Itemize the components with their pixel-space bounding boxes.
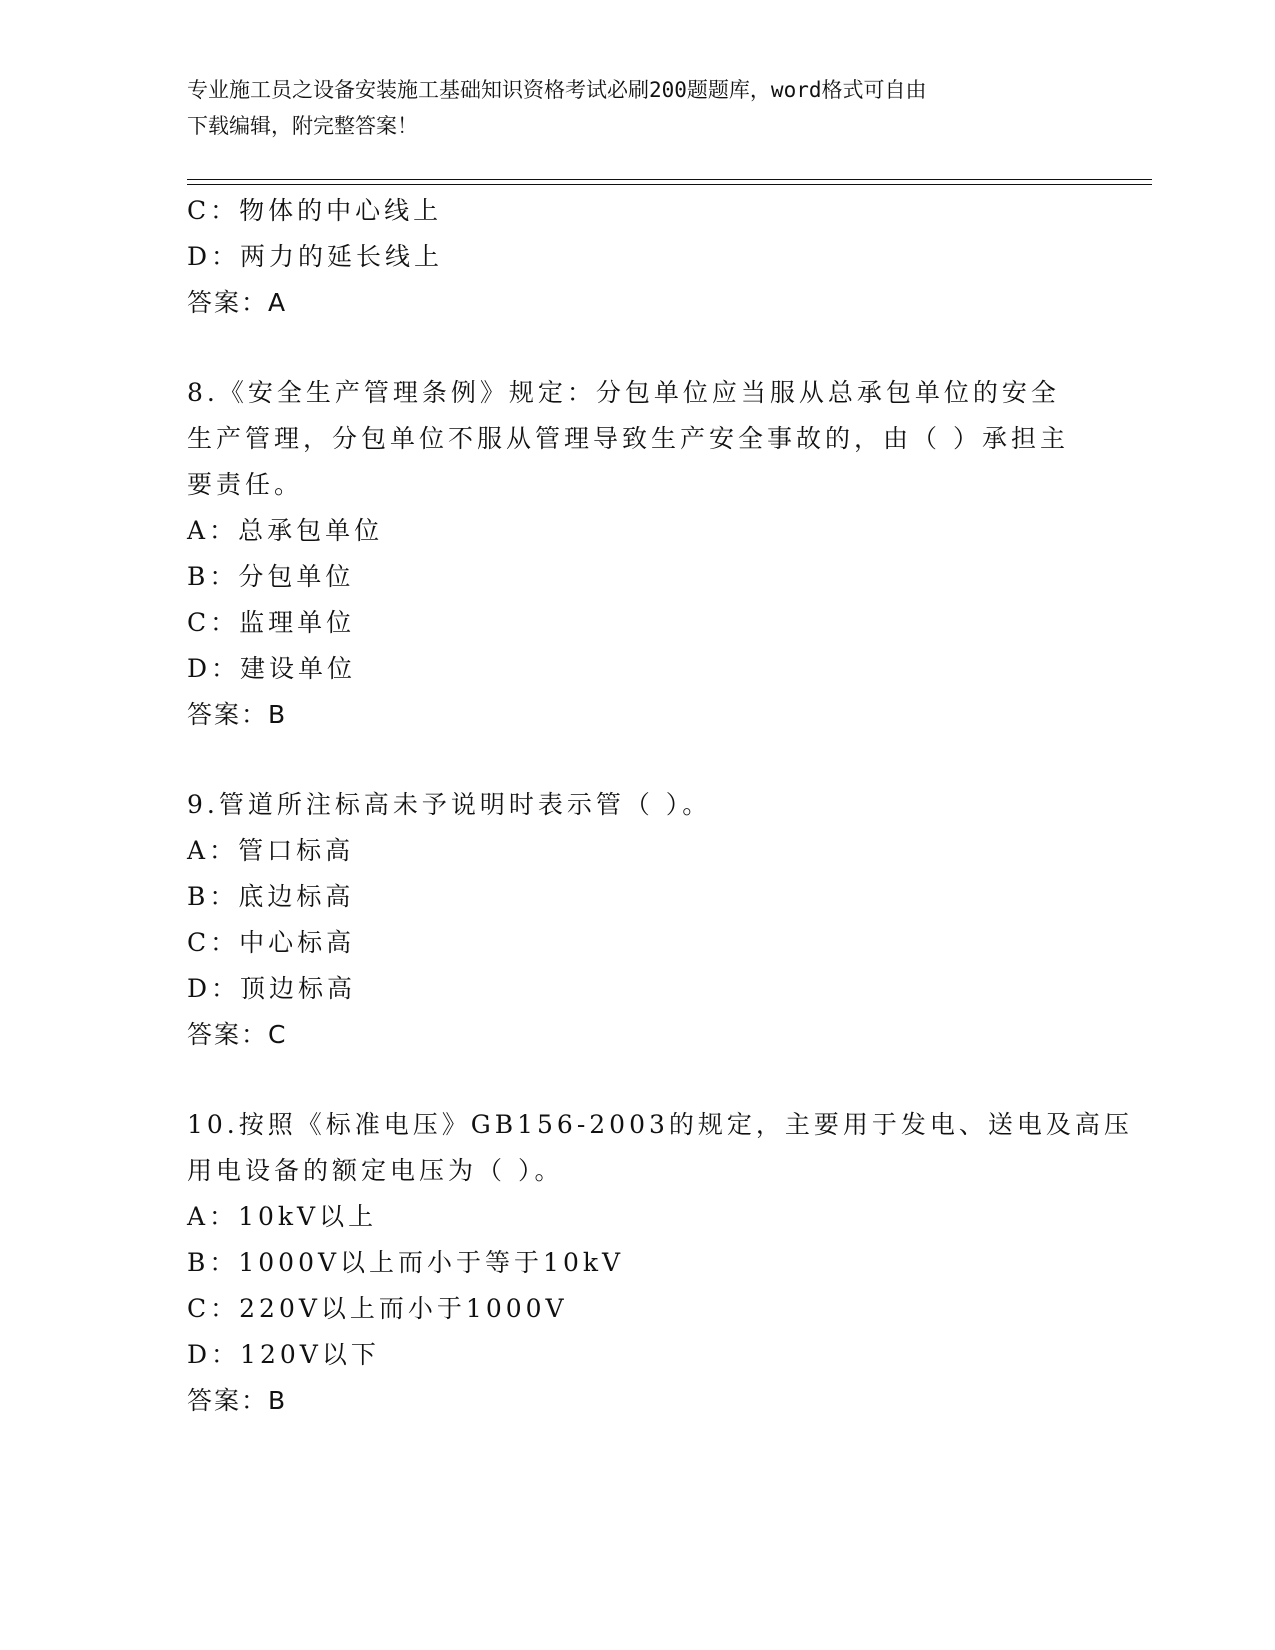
- option-letter: A：: [187, 1202, 239, 1231]
- option-letter: D：: [187, 654, 241, 683]
- option-letter: A：: [187, 836, 239, 865]
- option-text: 220V以上而小于1000V: [239, 1294, 568, 1323]
- question-stem: 要责任。: [187, 470, 304, 499]
- option-text: 监理单位: [239, 608, 356, 637]
- answer-line: 答案：B: [187, 700, 288, 729]
- option-d: [187, 646, 1087, 692]
- option-letter: D：: [187, 974, 241, 1003]
- option-text: 总承包单位: [238, 516, 384, 545]
- question-9: [187, 782, 1087, 1058]
- header-line-2: 下载编辑，附完整答案！: [187, 114, 418, 138]
- option-c: [187, 1286, 1087, 1332]
- answer-line: 答案：B: [187, 1386, 288, 1415]
- option-text: 10kV以上: [238, 1202, 378, 1231]
- option-text: 两力的延长线上: [240, 242, 444, 271]
- option-letter: B：: [187, 1248, 239, 1277]
- option-c: [187, 600, 1087, 646]
- header-divider-bottom: [187, 184, 1152, 185]
- option-text: 120V以下: [240, 1340, 380, 1369]
- option-letter: C：: [187, 196, 240, 225]
- option-text: 建设单位: [240, 654, 357, 683]
- prev-question-block: [187, 188, 1087, 326]
- question-stem: 9.管道所注标高未予说明时表示管（ ）。: [187, 790, 712, 819]
- option-letter: C：: [187, 1294, 240, 1323]
- option-letter: B：: [187, 882, 239, 911]
- option-b: [187, 874, 1087, 920]
- header-divider-top: [187, 179, 1152, 180]
- question-stem: 生产管理，分包单位不服从管理导致生产安全事故的，由（ ）承担主: [187, 424, 1069, 453]
- spacer: [187, 326, 1087, 370]
- question-10: [187, 1102, 1133, 1424]
- question-list: [187, 188, 1133, 1424]
- option-letter: B：: [187, 562, 239, 591]
- option-letter: C：: [187, 608, 240, 637]
- option-text: 底边标高: [238, 882, 355, 911]
- option-letter: A：: [187, 516, 239, 545]
- option-text: 管口标高: [238, 836, 355, 865]
- option-d: [187, 966, 1087, 1012]
- option-b: [187, 554, 1087, 600]
- document-header: [187, 72, 1087, 144]
- option-c: [187, 920, 1087, 966]
- option-letter: C：: [187, 928, 240, 957]
- question-8: [187, 370, 1087, 738]
- option-text: 分包单位: [238, 562, 355, 591]
- option-letter: D：: [187, 1340, 241, 1369]
- option-text: 物体的中心线上: [239, 196, 443, 225]
- option-letter: D：: [187, 242, 241, 271]
- option-a: [187, 508, 1087, 554]
- header-line-1: 专业施工员之设备安装施工基础知识资格考试必刷200题题库，word格式可自由: [187, 78, 927, 102]
- answer-line: 答案：A: [187, 288, 288, 317]
- option-d: [187, 1332, 1087, 1378]
- option-text: 中心标高: [239, 928, 356, 957]
- option-text: 顶边标高: [240, 974, 357, 1003]
- option-b: [187, 1240, 1087, 1286]
- option-d: [187, 234, 1087, 280]
- option-c: [187, 188, 1087, 234]
- option-a: [187, 828, 1087, 874]
- spacer: [187, 738, 1087, 782]
- question-stem: 10.按照《标准电压》GB156-2003的规定，主要用于发电、送电及高压: [187, 1110, 1133, 1139]
- spacer: [187, 1058, 1087, 1102]
- answer-line: 答案：C: [187, 1020, 288, 1049]
- option-text: 1000V以上而小于等于10kV: [238, 1248, 625, 1277]
- question-stem: 用电设备的额定电压为（ ）。: [187, 1156, 564, 1185]
- question-stem: 8.《安全生产管理条例》规定：分包单位应当服从总承包单位的安全: [187, 378, 1060, 407]
- option-a: [187, 1194, 1087, 1240]
